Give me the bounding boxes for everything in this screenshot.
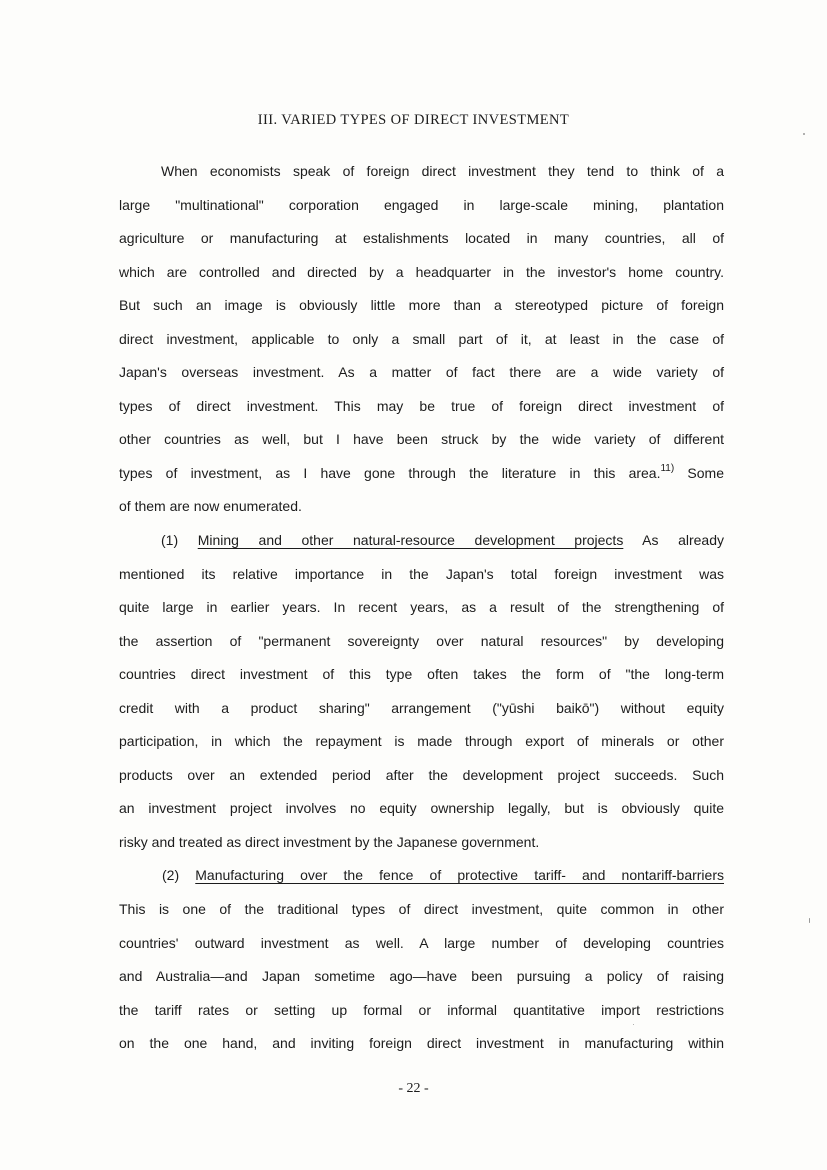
text-line: credit with a product sharing" arrangement ("yūshi baikō") without equity — [119, 699, 724, 716]
text-line: and Australia—and Japan sometime ago—have been pursuing a policy of raising — [119, 968, 724, 985]
text-line: on the one hand, and inviting foreign direct investment in manufacturing within — [119, 1035, 724, 1052]
text-line: which are controlled and directed by a headquarter in the investor's home country. — [119, 263, 724, 280]
text-line: risky and treated as direct investment by the Japanese government. — [119, 833, 540, 850]
text-line: the tariff rates or setting up formal or informal quantitative import restrictions — [119, 1001, 724, 1018]
subsection-number: (1) — [161, 532, 198, 549]
text-line: an investment project involves no equity ownership legally, but is obviously quite — [119, 800, 724, 817]
subsection-line-2 — [119, 863, 724, 897]
scan-speck — [803, 133, 805, 135]
text-segment: As already — [623, 532, 724, 549]
text-line: mentioned its relative importance in the Japan's total foreign investment was — [119, 565, 724, 582]
text-line: Japan's overseas investment. As a matter of fact there are a wide variety of — [119, 364, 724, 381]
text-line: This is one of the traditional types of direct investment, quite common in other — [119, 901, 724, 918]
scan-speck — [809, 918, 810, 923]
subsection-line-1 — [119, 528, 724, 562]
text-line: products over an extended period after the development project succeeds. Such — [119, 766, 724, 783]
text-line: quite large in earlier years. In recent years, as a result of the strengthening of — [119, 599, 724, 616]
text-line: large "multinational" corporation engaged in large-scale mining, plantation — [119, 196, 724, 213]
text-line: direct investment, applicable to only a small part of it, at least in the case of — [119, 330, 724, 347]
text-line — [119, 461, 724, 495]
text-line: types of direct investment. This may be true of foreign direct investment of — [119, 397, 724, 414]
text-line: of them are now enumerated. — [119, 498, 302, 515]
text-line: other countries as well, but I have been struck by the wide variety of different — [119, 431, 724, 448]
text-line: agriculture or manufacturing at estalishments located in many countries, all of — [119, 230, 724, 247]
text-line: countries' outward investment as well. A large number of developing countries — [119, 934, 724, 951]
page-number: - 22 - — [398, 1081, 429, 1096]
subsection-number: (2) — [162, 867, 196, 884]
text-line: countries direct investment of this type often takes the form of "the long-term — [119, 666, 724, 683]
footnote-reference: 11) — [660, 462, 675, 474]
text-line: When economists speak of foreign direct investment they tend to think of a — [161, 163, 724, 179]
subsection-title: Manufacturing over the fence of protective tariff- and nontariff-barriers — [195, 867, 724, 884]
text-segment: Some — [674, 464, 724, 481]
body-text — [119, 159, 724, 1065]
section-heading: III. VARIED TYPES OF DIRECT INVESTMENT — [257, 112, 570, 128]
text-segment: types of investment, as I have gone through the literature in this area. — [119, 464, 661, 481]
text-line: But such an image is obviously little more than a stereotyped picture of foreign — [119, 297, 724, 314]
text-line: the assertion of "permanent sovereignty over natural resources" by developing — [119, 632, 724, 649]
scan-speck — [633, 1024, 634, 1025]
subsection-title: Mining and other natural-resource development projects — [197, 532, 624, 549]
text-line: participation, in which the repayment is made through export of minerals or other — [119, 733, 724, 750]
